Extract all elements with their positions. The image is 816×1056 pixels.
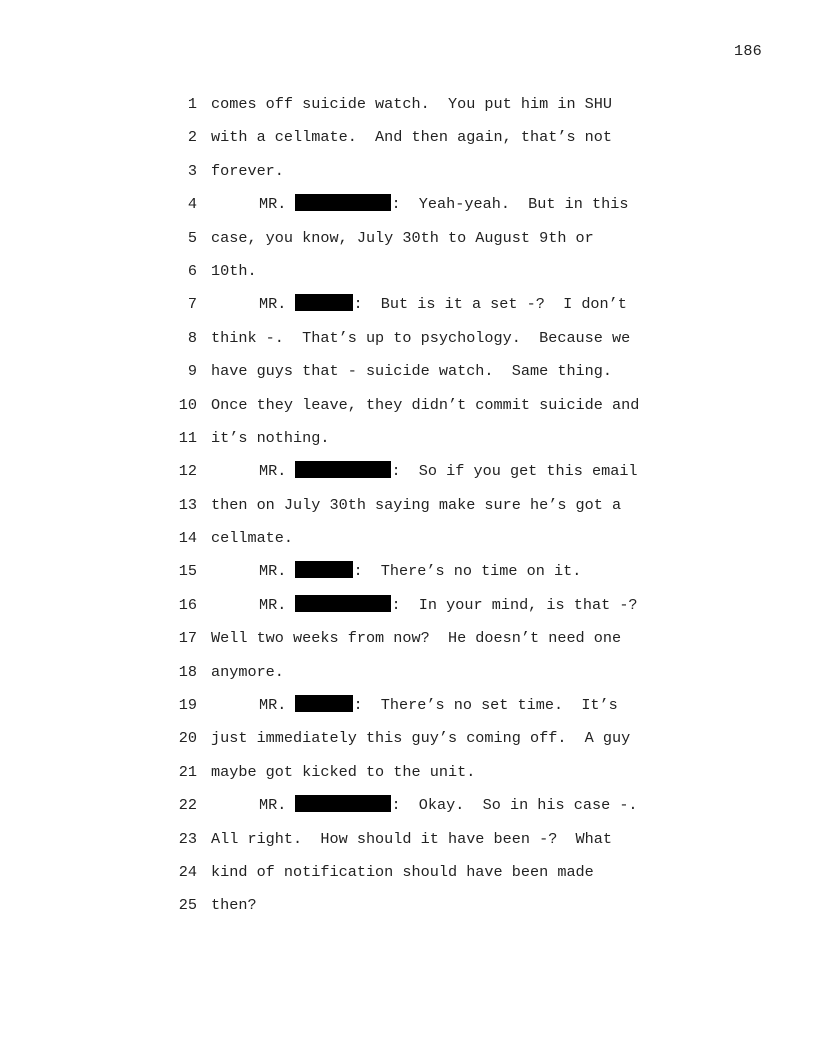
line-text: then on July 30th saying make sure he’s got a [211,495,622,514]
transcript-line [0,226,816,259]
speaker-title: MR. [259,696,287,715]
transcript-line [0,893,816,926]
redaction-bar [295,795,391,812]
line-text: kind of notification should have been made [211,862,594,881]
line-number: 4 [187,195,197,214]
transcript-line [0,860,816,893]
line-text: All right. How should it have been -? What [211,829,613,848]
line-number: 8 [187,328,197,347]
line-number: 17 [178,629,197,648]
line-text: : There’s no set time. It’s [353,696,618,715]
line-text: : Okay. So in his case -. [391,796,638,815]
line-text: anymore. [211,662,284,681]
line-text: just immediately this guy’s coming off. A guy [211,729,631,748]
line-text: : So if you get this email [391,462,638,481]
line-text: then? [211,896,257,915]
speaker-line [211,192,628,216]
line-number: 18 [178,662,197,681]
line-number: 15 [178,562,197,581]
speaker-line [211,593,638,617]
page-number: 186 [734,42,762,60]
redaction-bar [295,294,353,311]
redaction-bar [295,595,391,612]
transcript-line [0,192,816,225]
line-text: it’s nothing. [211,428,330,447]
speaker-title: MR. [259,562,287,581]
line-text: maybe got kicked to the unit. [211,762,476,781]
transcript-line [0,760,816,793]
transcript-line [0,159,816,192]
line-text: : Yeah-yeah. But in this [391,195,629,214]
transcript-line [0,493,816,526]
speaker-title: MR. [259,195,287,214]
line-number: 5 [187,228,197,247]
line-text: cellmate. [211,529,294,548]
line-number: 19 [178,696,197,715]
line-number: 1 [187,95,197,113]
line-text: : But is it a set -? I don’t [353,295,627,314]
line-text: : There’s no time on it. [353,562,582,581]
transcript-line [0,726,816,759]
transcript-line [0,526,816,559]
speaker-line [211,559,581,583]
transcript-line [0,660,816,693]
redaction-bar [295,695,353,712]
line-text: Well two weeks from now? He doesn’t need one [211,629,622,648]
speaker-title: MR. [259,595,287,614]
line-number: 11 [178,428,197,447]
transcript-body [0,92,816,927]
speaker-title: MR. [259,295,287,314]
transcript-line [0,426,816,459]
transcript-line [0,125,816,158]
transcript-line [0,626,816,659]
line-number: 14 [178,529,197,548]
line-text: with a cellmate. And then again, that’s not [211,128,613,147]
transcript-line [0,359,816,392]
speaker-line [211,793,638,817]
redaction-bar [295,461,391,478]
line-number: 2 [187,128,197,147]
transcript-line [0,292,816,325]
line-text: think -. That’s up to psychology. Because we [211,328,631,347]
line-number: 13 [178,495,197,514]
line-text: have guys that - suicide watch. Same thing. [211,362,613,381]
line-number: 12 [178,462,197,481]
line-number: 16 [178,595,197,614]
line-text: comes off suicide watch. You put him in SHU [211,95,613,113]
line-text: forever. [211,161,284,180]
line-number: 9 [187,362,197,381]
line-text: case, you know, July 30th to August 9th or [211,228,594,247]
transcript-line [0,827,816,860]
speaker-line [211,693,618,717]
speaker-line [211,459,638,483]
line-number: 25 [178,896,197,915]
transcript-line [0,459,816,492]
line-number: 22 [178,796,197,815]
line-text: Once they leave, they didn’t commit suicide and [211,395,640,414]
speaker-title: MR. [259,796,287,815]
line-number: 24 [178,862,197,881]
transcript-line [0,593,816,626]
transcript-line [0,793,816,826]
redaction-bar [295,561,353,578]
line-number: 3 [187,161,197,180]
line-number: 7 [187,295,197,314]
transcript-line [0,92,816,125]
transcript-line [0,693,816,726]
line-text: : In your mind, is that -? [391,595,638,614]
transcript-line [0,259,816,292]
transcript-line [0,559,816,592]
line-number: 21 [178,762,197,781]
speaker-title: MR. [259,462,287,481]
speaker-line [211,292,627,316]
line-text: 10th. [211,261,257,280]
line-number: 20 [178,729,197,748]
redaction-bar [295,194,391,211]
transcript-line [0,326,816,359]
transcript-line [0,393,816,426]
line-number: 23 [178,829,197,848]
line-number: 10 [178,395,197,414]
line-number: 6 [187,261,197,280]
